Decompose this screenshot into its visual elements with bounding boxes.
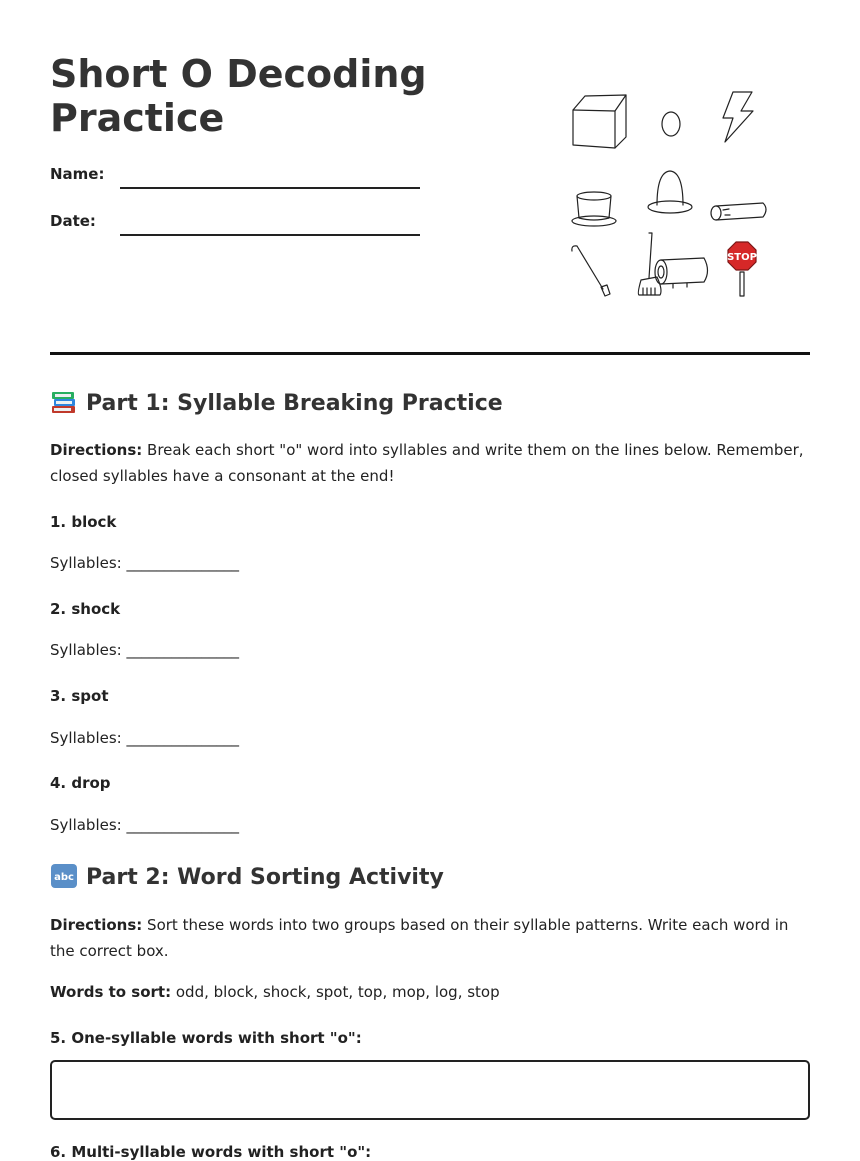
part2-directions-label: Directions:	[50, 916, 143, 934]
boiled-egg-icon	[648, 171, 692, 213]
item-3-syllables[interactable]: Syllables: _______________	[50, 729, 239, 747]
worksheet-page	[50, 0, 810, 1161]
date-line[interactable]	[120, 234, 420, 236]
part2-directions	[50, 912, 810, 964]
item-4-syllables[interactable]: Syllables: _______________	[50, 816, 239, 834]
words-to-sort	[50, 979, 810, 1005]
short-o-clipart	[565, 85, 770, 305]
part1-directions-text: Break each short "o" word into syllables and write them on the lines below. Remember, closed syllables have a consonant at the end!	[50, 441, 804, 485]
cane-icon	[572, 246, 610, 296]
title-line-2: Practice	[50, 96, 225, 140]
part1-directions	[50, 437, 810, 489]
name-line[interactable]	[120, 187, 420, 189]
date-label: Date:	[50, 212, 96, 230]
part2-heading	[50, 863, 444, 890]
title-line-1: Short O Decoding	[50, 52, 427, 96]
pot-icon	[572, 192, 616, 226]
item-2-syllables[interactable]: Syllables: _______________	[50, 641, 239, 659]
worksheet-header	[50, 0, 810, 355]
worksheet-title	[50, 52, 427, 140]
item-3-title: 3. spot	[50, 687, 109, 705]
abc-emoji-icon	[50, 863, 78, 889]
item-1-syllables[interactable]: Syllables: _______________	[50, 554, 239, 572]
books-emoji-icon	[50, 389, 78, 415]
item-1-title: 1. block	[50, 513, 117, 531]
words-to-sort-label: Words to sort:	[50, 983, 172, 1001]
item-4-title: 4. drop	[50, 774, 111, 792]
question-5: 5. One-syllable words with short "o":	[50, 1029, 362, 1047]
part2-directions-text: Sort these words into two groups based on their syllable patterns. Write each word in the correct box.	[50, 916, 789, 960]
log-icon	[655, 258, 708, 288]
stop-sign-text: STOP	[727, 252, 757, 263]
part1-heading	[50, 389, 503, 416]
name-label: Name:	[50, 165, 105, 183]
part1-heading-text: Part 1: Syllable Breaking Practice	[86, 391, 503, 416]
lightning-icon	[723, 92, 753, 142]
box-icon	[573, 95, 626, 148]
question-6: 6. Multi-syllable words with short "o":	[50, 1143, 372, 1161]
one-syllable-answer-box[interactable]	[50, 1060, 810, 1120]
abc-emoji-text: abc	[54, 872, 74, 883]
words-to-sort-list: odd, block, shock, spot, top, mop, log, stop	[171, 983, 500, 1001]
egg-icon	[662, 112, 680, 136]
item-2-title: 2. shock	[50, 600, 121, 618]
log-icon	[711, 203, 766, 220]
stop-sign-icon	[727, 242, 757, 296]
part2-heading-text: Part 2: Word Sorting Activity	[86, 865, 444, 890]
mop-icon	[638, 233, 661, 295]
part1-directions-label: Directions:	[50, 441, 143, 459]
